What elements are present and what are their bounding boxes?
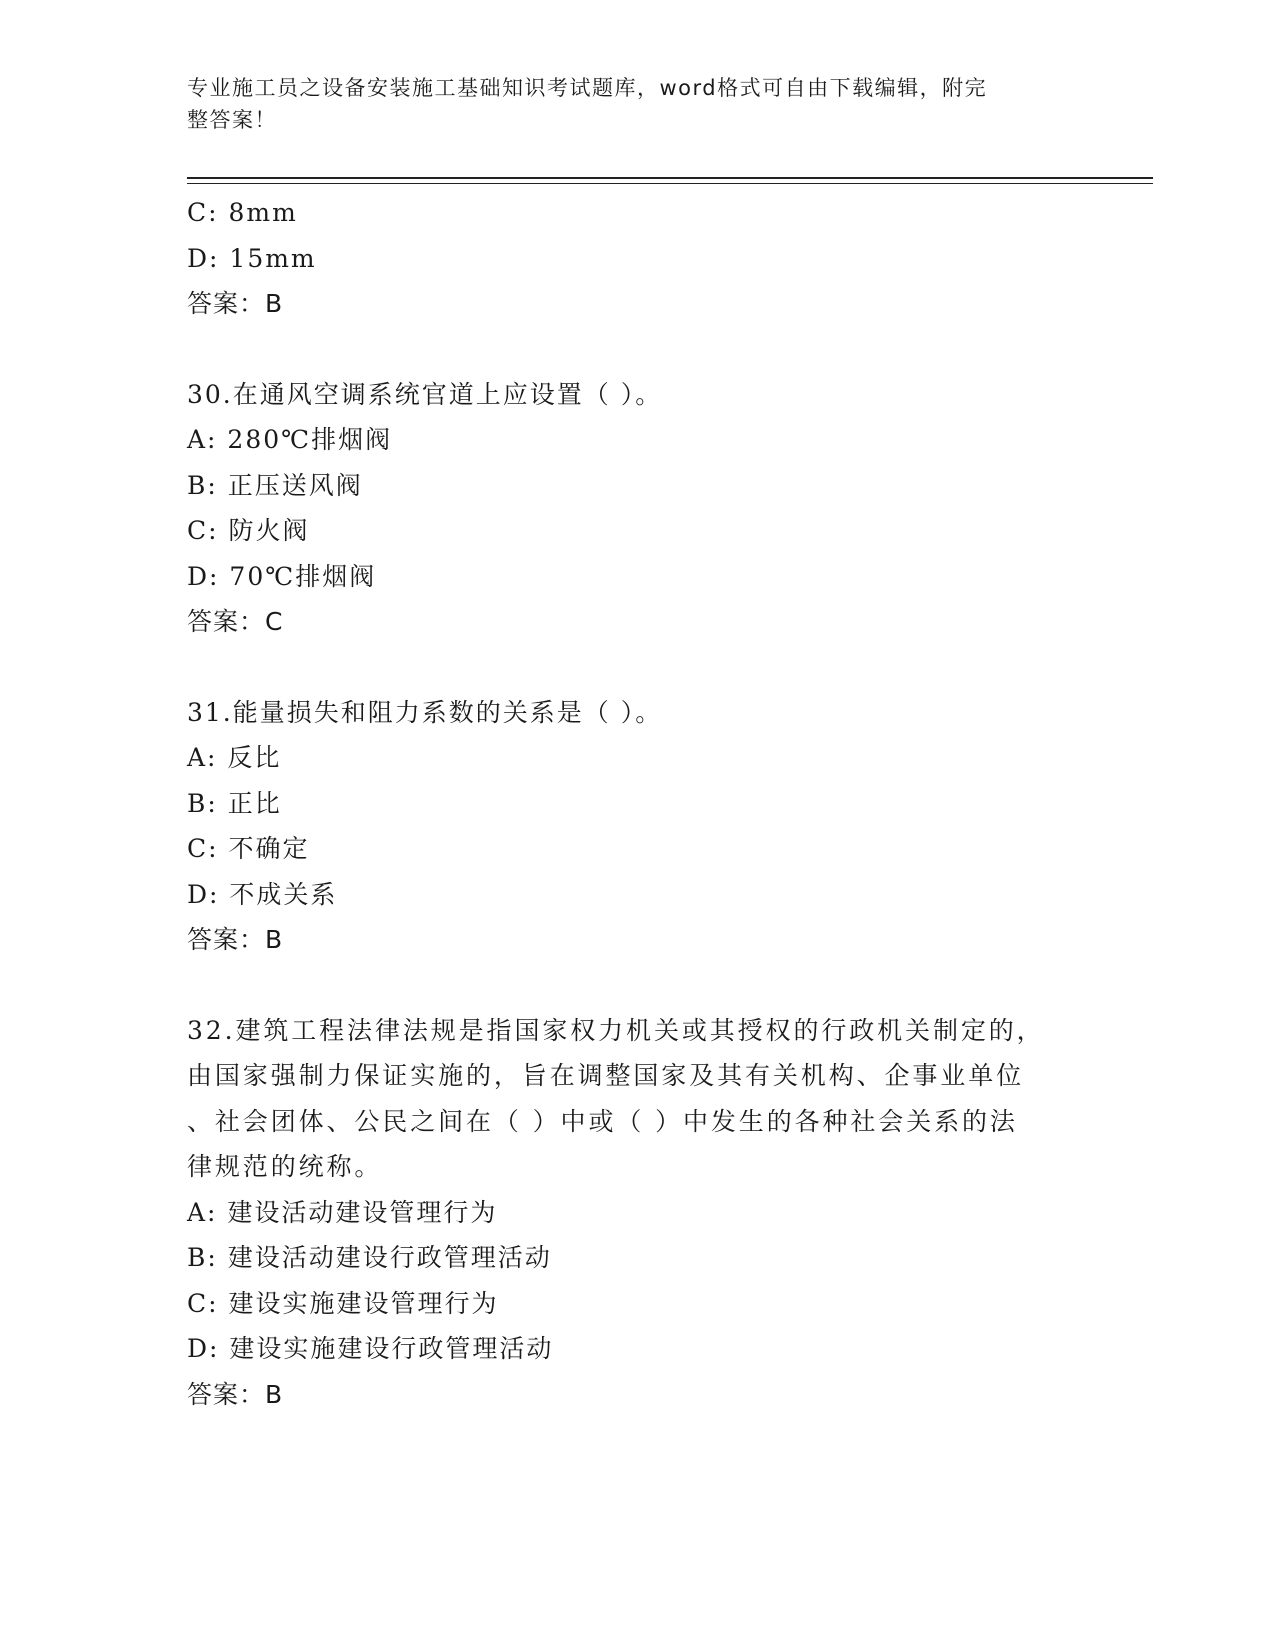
option-a: A: 280℃排烟阀 [187,425,393,454]
option-d: D: 15mm [187,243,317,273]
header-line-2: 整答案！ [187,108,277,132]
question-stem-line-3: 、社会团体、公民之间在（ ）中或（ ）中发生的各种社会关系的法 [187,1106,1018,1136]
question-30 [187,372,1087,645]
question-stem-line-2: 由国家强制力保证实施的，旨在调整国家及其有关机构、企事业单位 [187,1061,1025,1090]
option-d: D: 建设实施建设行政管理活动 [187,1334,554,1363]
question-31 [187,690,1087,963]
header-line-1: 专业施工员之设备安装施工基础知识考试题库，word格式可自由下载编辑，附完 [187,76,988,100]
option-d: D: 不成关系 [187,879,338,909]
option-b: B: 正压送风阀 [187,470,363,500]
option-d: D: 70℃排烟阀 [187,561,377,591]
page-header [187,72,1067,136]
option-b: B: 建设活动建设行政管理活动 [187,1243,552,1272]
option-c: C: 建设实施建设管理行为 [187,1288,499,1318]
option-a: A: 反比 [187,743,282,772]
question-stem: 30.在通风空调系统官道上应设置（ ）。 [187,379,663,409]
header-divider-thin [187,183,1153,184]
spacer [187,645,1087,690]
option-c: C: 不确定 [187,834,310,863]
question-29-continued [187,190,1087,327]
answer-line: 答案：C [187,607,284,636]
spacer [187,963,1087,1008]
option-c: C: 8mm [187,198,298,227]
spacer [187,327,1087,372]
header-divider-thick [187,177,1153,179]
question-stem-line-1: 32.建筑工程法律法规是指国家权力机关或其授权的行政机关制定的， [187,1015,1045,1045]
option-a: A: 建设活动建设管理行为 [187,1197,498,1227]
question-list [187,190,1087,1417]
question-stem: 31.能量损失和阻力系数的关系是（ ）。 [187,697,663,727]
option-b: B: 正比 [187,788,282,818]
question-stem-line-4: 律规范的统称。 [187,1152,383,1181]
answer-line: 答案：B [187,289,284,318]
answer-line: 答案：B [187,925,284,954]
answer-line: 答案：B [187,1379,284,1409]
option-c: C: 防火阀 [187,516,310,545]
question-32 [187,1008,1087,1418]
